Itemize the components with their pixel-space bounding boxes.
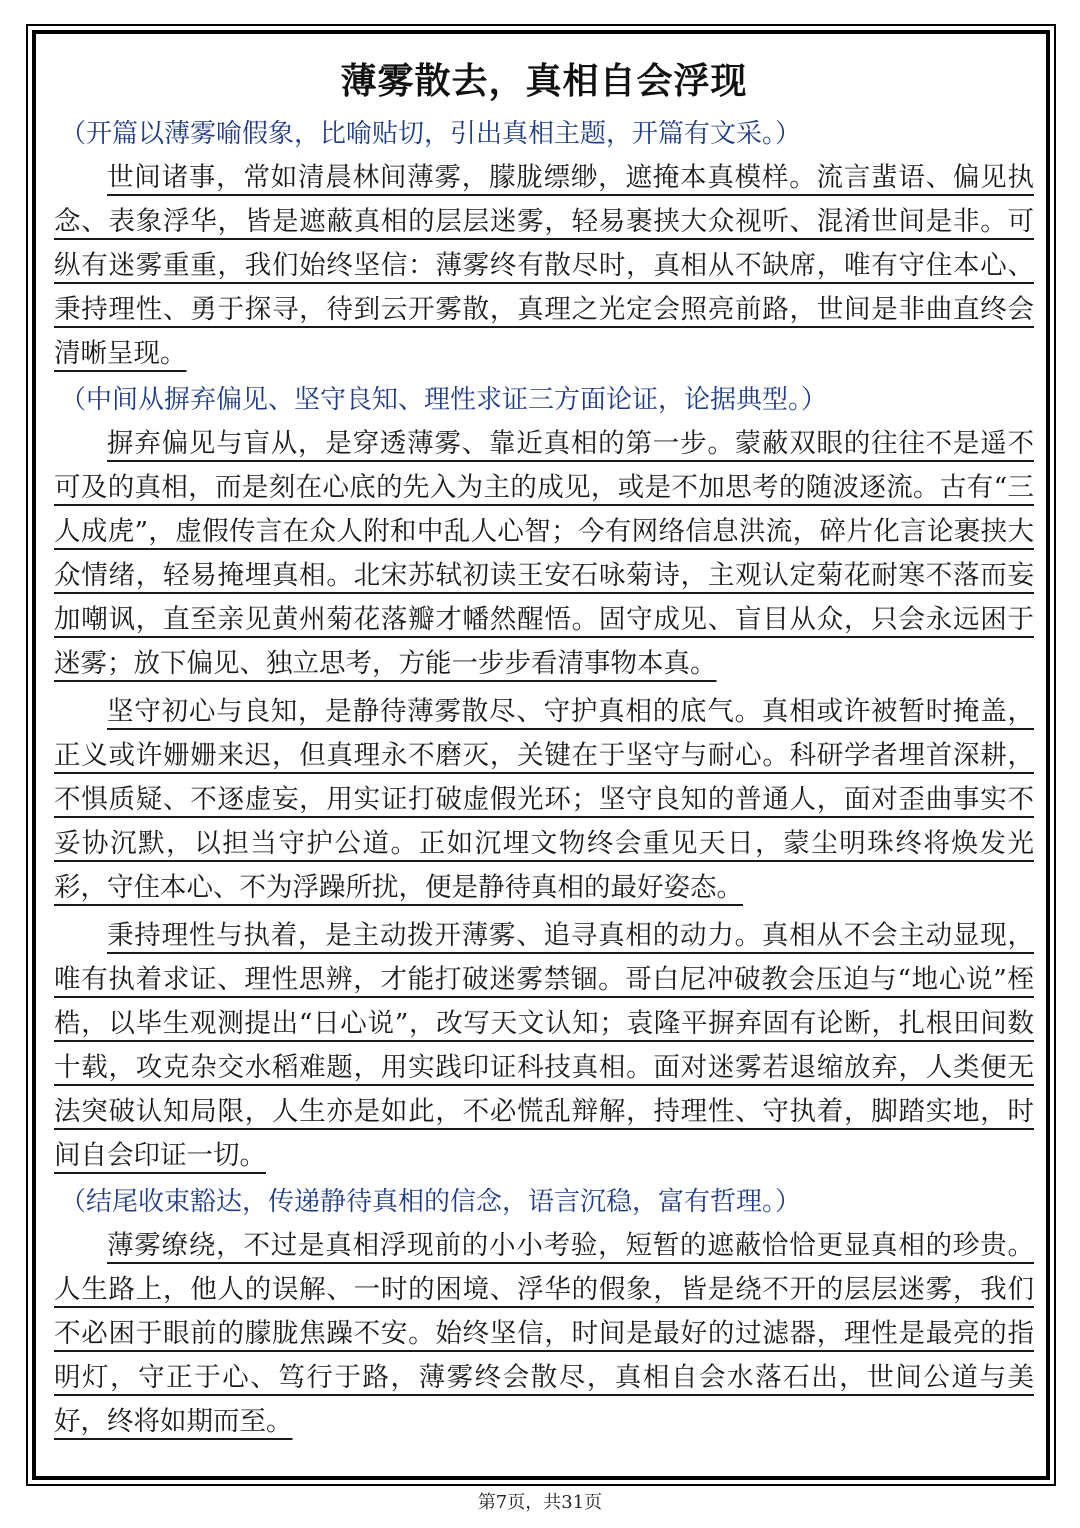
paragraph-text: 薄雾缭绕，不过是真相浮现前的小小考验，短暂的遮蔽恰恰更显真相的珍贵。人生路上，他人的误解、一时的困境、浮华的假象，皆是绕不开的层层迷雾，我们不必困于眼前的朦胧焦躁不安。始终坚信，时间是最好的过滤器，理性是最亮的指明灯，守正于心、笃行于路，薄雾终会散尽，真相自会水落石出，世间公道与美好，终将如期而至。 bbox=[54, 1230, 1034, 1437]
essay-title: 薄雾散去，真相自会浮现 bbox=[340, 61, 748, 102]
comment-ending: （结尾收束豁达，传递静待真相的信念，语言沉稳，富有哲理。） bbox=[60, 1187, 802, 1217]
paragraph-conclusion bbox=[54, 1224, 1034, 1444]
paragraph-intro bbox=[54, 156, 1034, 376]
paragraph-body-1 bbox=[54, 422, 1034, 686]
paragraph-body-2 bbox=[54, 690, 1034, 910]
comment-opening: （开篇以薄雾喻假象，比喻贴切，引出真相主题，开篇有文采。） bbox=[60, 119, 802, 149]
page-number: 第7页，共31页 bbox=[477, 1492, 603, 1513]
paragraph-text: 世间诸事，常如清晨林间薄雾，朦胧缥缈，遮掩本真模样。流言蜚语、偏见执念、表象浮华，皆是遮蔽真相的层层迷雾，轻易裹挟大众视听、混淆世间是非。可纵有迷雾重重，我们始终坚信：薄雾终有散尽时，真相从不缺席，唯有守住本心、秉持理性、勇于探寻，待到云开雾散，真理之光定会照亮前路，世间是非曲直终会清晰呈现。 bbox=[54, 162, 1034, 369]
paragraph-body-3 bbox=[54, 914, 1034, 1178]
page-border bbox=[26, 24, 1056, 1486]
paragraph-text: 摒弃偏见与盲从，是穿透薄雾、靠近真相的第一步。蒙蔽双眼的往往不是遥不可及的真相，而是刻在心底的先入为主的成见，或是不加思考的随波逐流。古有“三人成虎”，虚假传言在众人附和中乱人心智；今有网络信息洪流，碎片化言论裹挟大众情绪，轻易掩埋真相。北宋苏轼初读王安石咏菊诗，主观认定菊花耐寒不落而妄加嘲讽，直至亲见黄州菊花落瓣才幡然醒悟。固守成见、盲目从众，只会永远困于迷雾；放下偏见、独立思考，方能一步步看清事物本真。 bbox=[54, 428, 1034, 679]
essay-body bbox=[54, 46, 1034, 1448]
paragraph-text: 坚守初心与良知，是静待薄雾散尽、守护真相的底气。真相或许被暂时掩盖，正义或许姗姗来迟，但真理永不磨灭，关键在于坚守与耐心。科研学者埋首深耕，不惧质疑、不逐虚妄，用实证打破虚假光环；坚守良知的普通人，面对歪曲事实不妥协沉默，以担当守护公道。正如沉埋文物终会重见天日，蒙尘明珠终将焕发光彩，守住本心、不为浮躁所扰，便是静待真相的最好姿态。 bbox=[54, 696, 1034, 903]
paragraph-text: 秉持理性与执着，是主动拨开薄雾、追寻真相的动力。真相从不会主动显现，唯有执着求证、理性思辨，才能打破迷雾禁锢。哥白尼冲破教会压迫与“地心说”桎梏，以毕生观测提出“日心说”，改写天文认知；袁隆平摒弃固有论断，扎根田间数十载，攻克杂交水稻难题，用实践印证科技真相。面对迷雾若退缩放弃，人类便无法突破认知局限，人生亦是如此，不必慌乱辩解，持理性、守执着，脚踏实地，时间自会印证一切。 bbox=[54, 920, 1034, 1171]
comment-middle: （中间从摒弃偏见、坚守良知、理性求证三方面论证，论据典型。） bbox=[60, 385, 828, 415]
